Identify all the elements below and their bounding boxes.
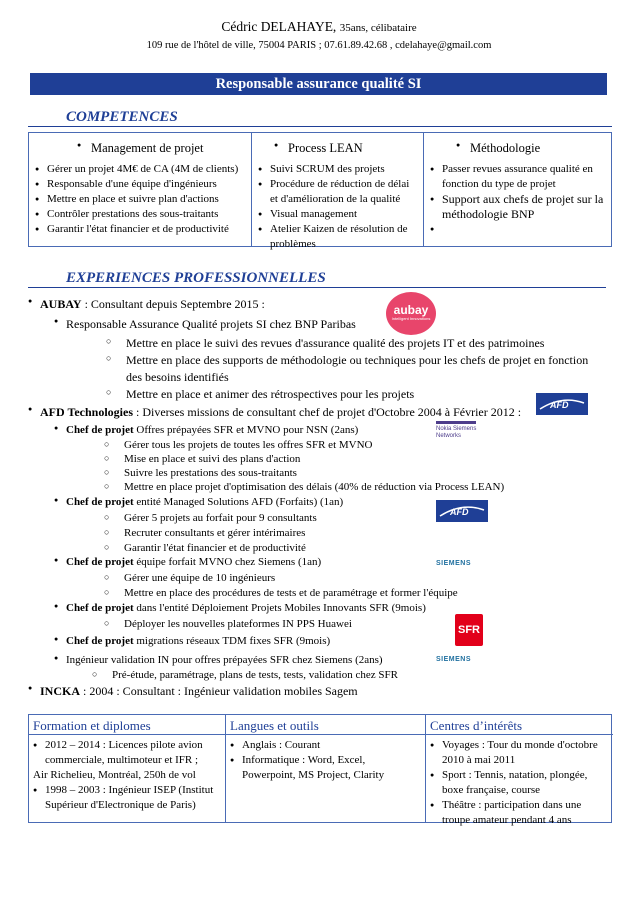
siemens-logo: SIEMENS [436, 560, 472, 567]
interets-col [425, 715, 613, 826]
list-item: ○ Mettre en place des procédures de tests et de paramétrage et former l'équipe [124, 587, 458, 599]
competences-rule [28, 126, 612, 127]
exp-afd-mission-5: ● Chef de projet migrations réseaux TDM fixes SFR (9mois) [66, 635, 330, 647]
competences-table [28, 132, 612, 250]
list-item: ● Gérer un projet 4M€ de CA (4M de clients) [35, 162, 238, 177]
list-item: ● Voyages : Tour du monde d'octobre 2010 à mai 2011 [430, 738, 609, 768]
list-item: ● Contrôler prestations des sous-traitants [35, 207, 238, 222]
exp-aubay-role: ● Responsable Assurance Qualité projets SI chez BNP Paribas [66, 317, 356, 332]
list-item: ○ Gérer 5 projets au forfait pour 9 consultants [124, 512, 317, 524]
candidate-age-status: 35ans, célibataire [339, 22, 417, 34]
list-item: ● Garantir l'état financier et de productivité [35, 222, 238, 237]
list-item: ○ Recruter consultants et gérer intérimaires [124, 527, 305, 539]
list-item: ● Suivi SCRUM des projets [258, 162, 418, 177]
exp-afd-mission-3: ● Chef de projet équipe forfait MVNO chez Siemens (1an) [66, 556, 321, 568]
competences-col-management [29, 133, 251, 246]
list-item: ● Visual management [258, 207, 418, 222]
candidate-name: Cédric DELAHAYE, [221, 19, 337, 34]
list-item: ○ Pré-étude, paramétrage, plans de tests, tests, validation chez SFR [112, 669, 398, 681]
competences-list-management [35, 162, 238, 237]
list-item: ○ Garantir l'état financier et de productivité [124, 542, 306, 554]
competences-heading-management: ● Management de projet [77, 141, 203, 156]
formation-heading: Formation et diplomes [29, 715, 225, 735]
list-item: ○ Gérer une équipe de 10 ingénieurs [124, 572, 275, 584]
competences-title: COMPETENCES [66, 109, 178, 125]
company-incka: INCKA [40, 684, 81, 698]
company-aubay: AUBAY [40, 297, 82, 311]
list-item: ● Mettre en place et suivre plan d'actions [35, 192, 238, 207]
list-item: ○ Mettre en place et animer des rétrospectives pour les projets [126, 387, 414, 402]
list-item: ○ Suivre les prestations des sous-traitants [124, 467, 297, 479]
exp-afd-mission-1: ● Chef de projet Offres prépayées SFR et MVNO pour NSN (2ans) [66, 424, 358, 436]
list-item: ● Responsable d'une équipe d'ingénieurs [35, 177, 238, 192]
list-item: ● Anglais : Courant [230, 738, 421, 753]
list-item: ○ Gérer tous les projets de toutes les offres SFR et MVNO [124, 439, 372, 451]
company-afd: AFD Technologies [40, 405, 134, 419]
interets-list [430, 738, 609, 828]
competences-list-methodologie [430, 162, 608, 222]
aubay-logo: aubay Intelligent Innovations [386, 292, 436, 335]
langues-col [225, 715, 425, 822]
langues-list [230, 738, 421, 783]
list-item: ○ Mettre en place des supports de méthodologie ou techniques pour les chefs de projet en fonction [126, 353, 588, 368]
list-item: ● Passer revues assurance qualité en fonction du type de projet [430, 162, 608, 192]
competences-col-lean [251, 133, 423, 250]
langues-heading: Langues et outils [226, 715, 425, 735]
exp-aubay: ● AUBAY : Consultant depuis Septembre 2015 : [40, 297, 265, 312]
competences-heading-methodologie: ● Méthodologie [456, 141, 540, 156]
formation-list [33, 738, 221, 813]
afd-logo [536, 393, 588, 415]
siemens-logo: SIEMENS [436, 656, 472, 663]
bottom-table [28, 714, 612, 826]
list-item: ● Sport : Tennis, natation, plongée, boxe française, course [430, 768, 609, 798]
list-item: ● Procédure de réduction de délai et d'amélioration de la qualité [258, 177, 418, 207]
list-item: ○ Mettre en place projet d'optimisation des délais (40% de réduction via Process LEAN) [124, 481, 504, 493]
list-item: ● 2012 – 2014 : Licences pilote avion commerciale, multimoteur et IFR ; [33, 738, 221, 768]
contact-info: 109 rue de l'hôtel de ville, 75004 PARIS ; 07.61.89.42.68 , cdelahaye@gmail.com [146, 40, 492, 51]
list-item: Air Richelieu, Montréal, 250h de vol [33, 769, 196, 781]
formation-col [29, 715, 225, 822]
nsn-logo: Nokia Siemens Networks [436, 421, 484, 451]
experiences-title: EXPERIENCES PROFESSIONNELLES [66, 270, 326, 286]
competences-list-lean [258, 162, 418, 252]
list-item: ○ Déployer les nouvelles plateformes IN PPS Huawei [124, 618, 352, 630]
candidate-name-line [0, 19, 638, 35]
list-item: ○ Mise en place et suivi des plans d'action [124, 453, 300, 465]
competences-heading-lean: ● Process LEAN [274, 141, 363, 156]
svg-text:AFD: AFD [450, 507, 469, 517]
list-item: ● Support aux chefs de projet sur la méthodologie BNP [430, 192, 608, 222]
sfr-logo: SFR [455, 614, 483, 646]
experiences-rule [28, 287, 606, 288]
exp-afd-mission-2: ● Chef de projet entité Managed Solutions AFD (Forfaits) (1an) [66, 496, 343, 508]
exp-afd-mission-4: ● Chef de projet dans l'entité Déploiement Projets Mobiles Innovants SFR (9mois) [66, 602, 426, 614]
afd-logo [436, 500, 488, 522]
competences-col-methodologie [423, 133, 613, 246]
exp-afd-mission-6: ● Ingénieur validation IN pour offres prépayées SFR chez Siemens (2ans) [66, 654, 383, 666]
job-title-banner: Responsable assurance qualité SI [30, 73, 607, 95]
interets-heading: Centres d’intérêts [426, 715, 613, 735]
list-item: ● Atelier Kaizen de résolution de problèmes [258, 222, 418, 252]
exp-afd: ● AFD Technologies : Diverses missions de consultant chef de projet d'Octobre 2004 à Février 2012 : [40, 405, 521, 420]
list-item: ● Théâtre : participation dans une troupe amateur pendant 4 ans [430, 798, 609, 828]
list-item: ● 1998 – 2003 : Ingénieur ISEP (Institut Supérieur d'Electronique de Paris) [33, 783, 221, 813]
svg-text:AFD: AFD [550, 400, 569, 410]
exp-incka: ● INCKA : 2004 : Consultant : Ingénieur validation mobiles Sagem [40, 684, 358, 699]
list-item: des besoins identifiés [126, 370, 229, 384]
list-item: ○ Mettre en place le suivi des revues d'assurance qualité des projets IT et des patrimoines [126, 336, 544, 351]
list-item: ● Informatique : Word, Excel, Powerpoint, MS Project, Clarity [230, 753, 421, 783]
